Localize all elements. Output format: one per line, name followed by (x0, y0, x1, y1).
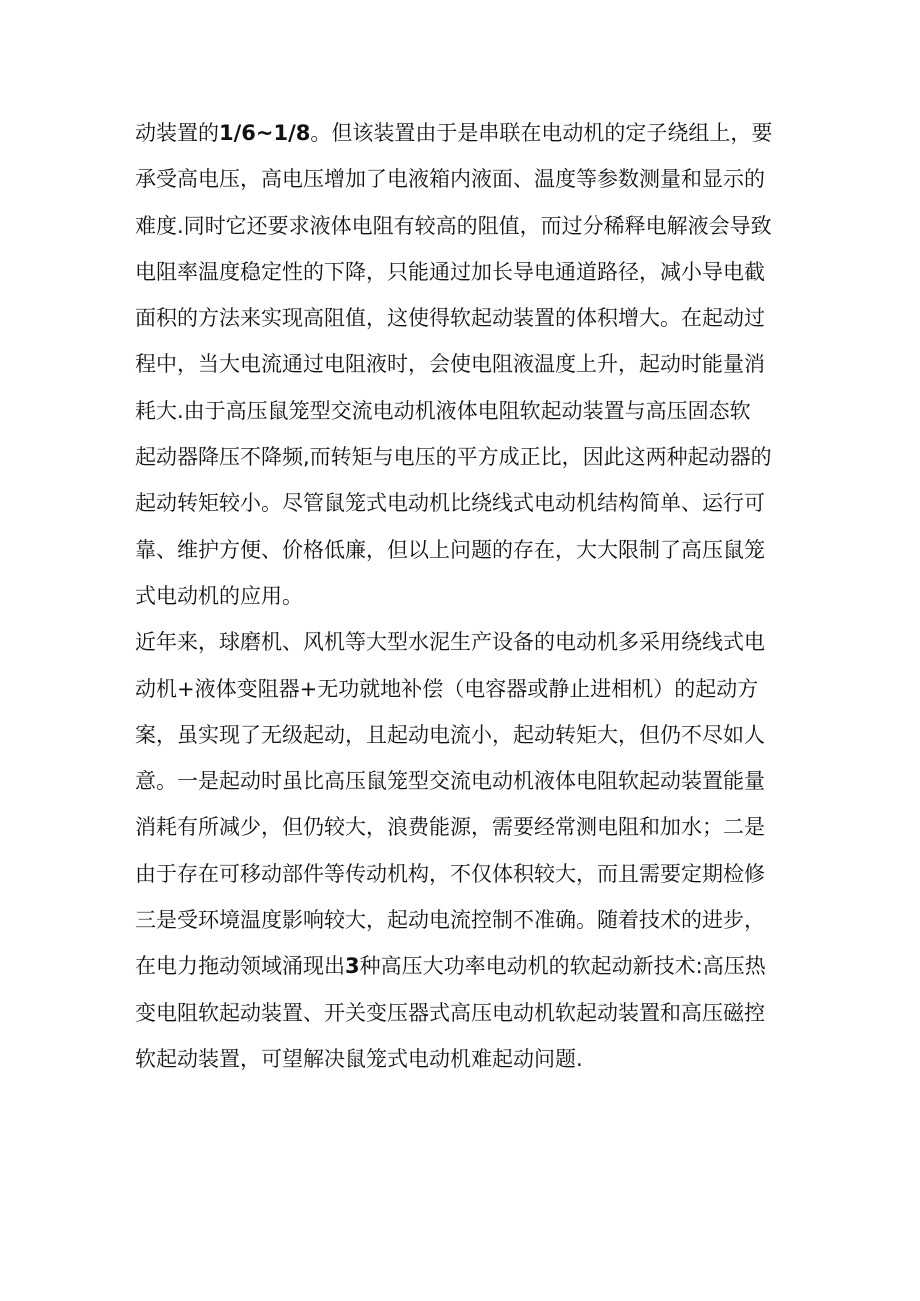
text-line-19: 在电力拖动领域涌现出3种高压大功率电动机的软起动新技术:高压热 (135, 954, 766, 979)
text-line-1: 动装置的1/6~1/8。但该装置由于是串联在电动机的定子绕组上，要 (135, 121, 773, 145)
text-line-13: 动机+液体变阻器+无功就地补偿（电容器或静止进相机）的起动方 (135, 676, 759, 701)
text-line-21: 软起动装置，可望解决鼠笼式电动机难起动问题. (135, 1046, 583, 1071)
text-line-4: 电阻率温度稳定性的下降，只能通过加长导电通道路径，减小导电截 (135, 259, 765, 284)
text-line-15: 意。一是起动时虽比高压鼠笼型交流电动机液体电阻软起动装置能量 (135, 769, 765, 794)
text-line-5: 面积的方法来实现高阻值，这使得软起动装置的体积增大。在起动过 (135, 306, 765, 331)
text-line-9: 起动转矩较小。尽管鼠笼式电动机比绕线式电动机结构简单、运行可 (135, 491, 765, 516)
text-line-10: 靠、维护方便、价格低廉，但以上问题的存在，大大限制了高压鼠笼 (135, 537, 765, 562)
text-line-3: 难度.同时它还要求液体电阻有较高的阻值，而过分稀释电解液会导致 (135, 213, 772, 238)
body-text (135, 110, 795, 1082)
text-line-16: 消耗有所减少，但仍较大，浪费能源，需要经常测电阻和加水；二是 (135, 815, 765, 840)
text-line-8: 起动器降压不降频,而转矩与电压的平方成正比，因此这两种起动器的 (135, 445, 772, 470)
text-line-17: 由于存在可移动部件等传动机构，不仅体积较大，而且需要定期检修 (135, 861, 765, 886)
text-line-20: 变电阻软起动装置、开关变压器式高压电动机软起动装置和高压磁控 (135, 1000, 765, 1025)
text-line-2: 承受高电压，高电压增加了电液箱内液面、温度等参数测量和显示的 (135, 167, 765, 192)
text-line-18: 三是受环境温度影响较大，起动电流控制不准确。随着技术的进步， (135, 908, 765, 933)
text-line-6: 程中，当大电流通过电阻液时，会使电阻液温度上升，起动时能量消 (135, 352, 765, 377)
text-line-12: 近年来，球磨机、风机等大型水泥生产设备的电动机多采用绕线式电 (135, 630, 765, 655)
text-line-7: 耗大.由于高压鼠笼型交流电动机液体电阻软起动装置与高压固态软 (135, 398, 751, 423)
text-line-14: 案，虽实现了无级起动，且起动电流小，起动转矩大，但仍不尽如人 (135, 722, 765, 747)
text-line-11: 式电动机的应用。 (135, 583, 303, 608)
